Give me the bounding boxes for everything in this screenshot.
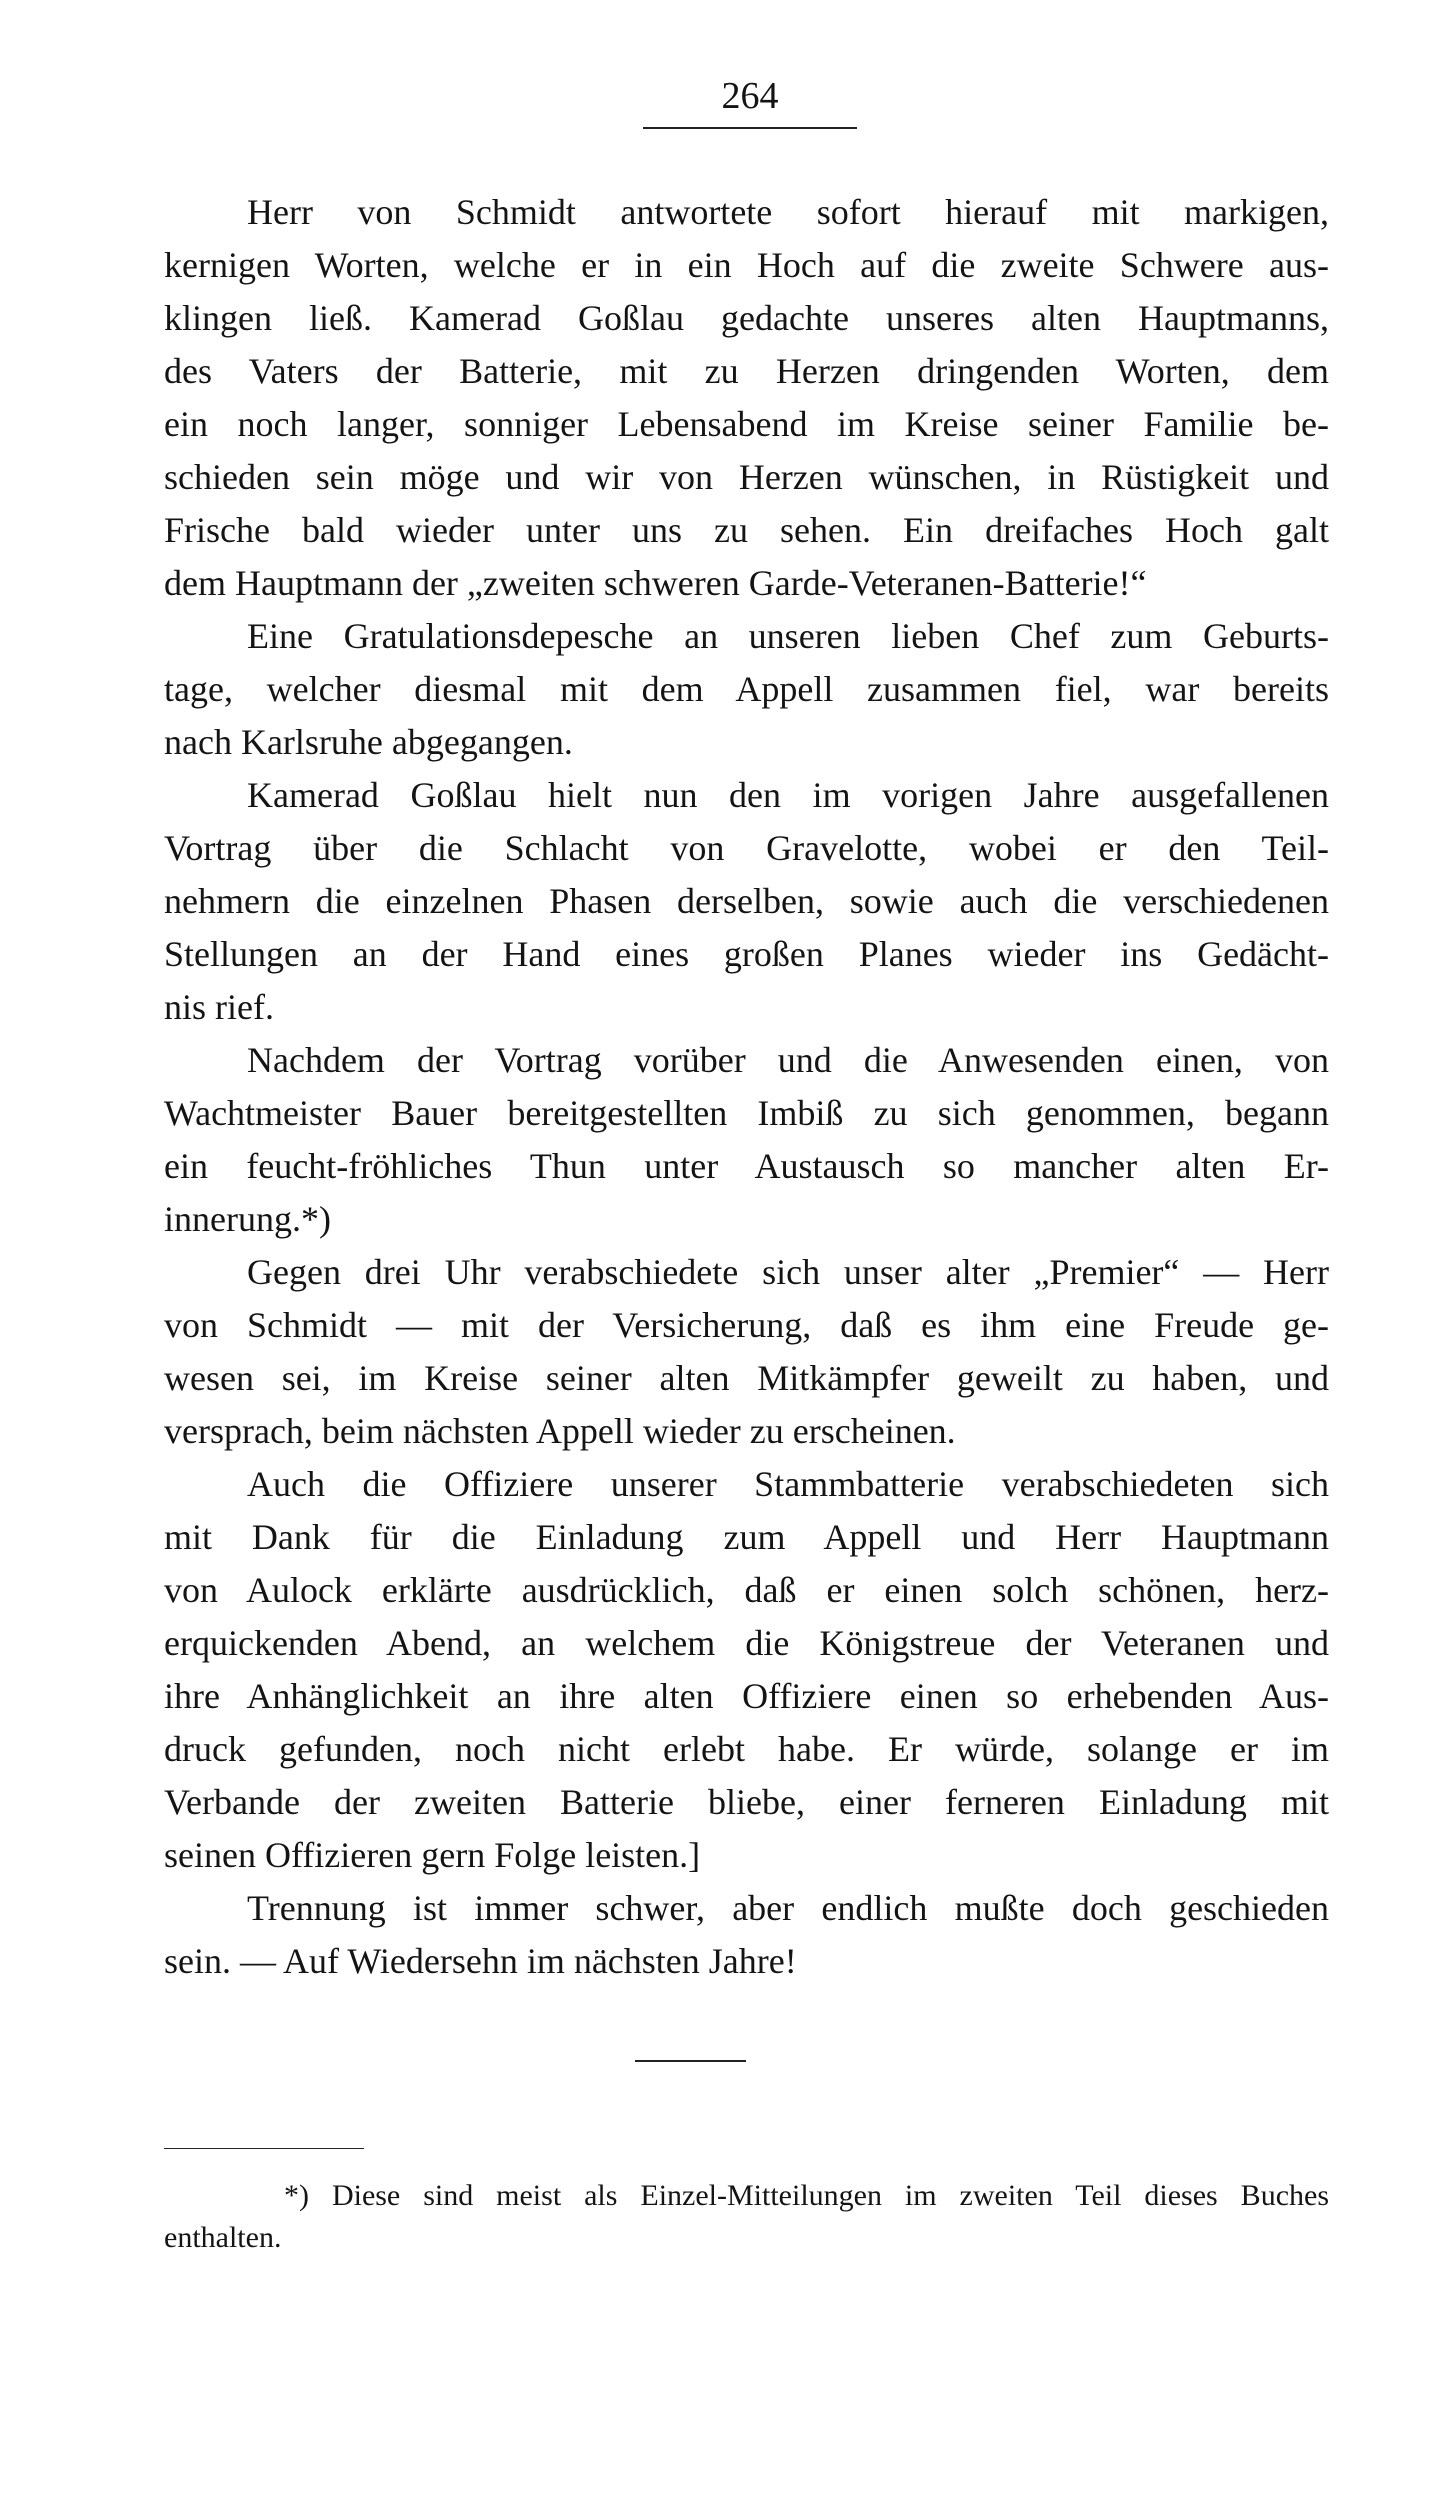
text-line: von Schmidt — mit der Versicherung, daß es ihm eine Freude ge- [164,1305,1329,1345]
text-line: dem Hauptmann der „zweiten schweren Garde-Veteranen-Batterie!“ [164,563,1147,603]
text-line: Vortrag über die Schlacht von Gravelotte, wobei er den Teil- [164,828,1329,868]
text-line: Nachdem der Vortrag vorüber und die Anwesenden einen, von [247,1040,1329,1080]
text-line: Trennung ist immer schwer, aber endlich mußte doch geschieden [247,1888,1329,1928]
text-line: Wachtmeister Bauer bereitgestellten Imbiß zu sich genommen, begann [164,1093,1329,1133]
text-line: ein feucht-fröhliches Thun unter Austausch so mancher alten Er- [164,1146,1329,1186]
text-line: ihre Anhänglichkeit an ihre alten Offiziere einen so erhebenden Aus- [164,1676,1329,1716]
text-line: erquickenden Abend, an welchem die Königstreue der Veteranen und [164,1623,1329,1663]
text-line: Stellungen an der Hand eines großen Planes wieder ins Gedächt- [164,934,1329,974]
text-line: Gegen drei Uhr verabschiedete sich unser alter „Premier“ — Herr [247,1252,1329,1292]
text-line: des Vaters der Batterie, mit zu Herzen dringenden Worten, dem [164,351,1329,391]
page-number: 264 [721,75,779,117]
text-line: nis rief. [164,987,274,1027]
text-line: Frische bald wieder unter uns zu sehen. Ein dreifaches Hoch galt [164,510,1329,550]
text-line: sein. — Auf Wiedersehn im nächsten Jahre! [164,1941,797,1981]
text-line: mit Dank für die Einladung zum Appell und Herr Hauptmann [164,1517,1329,1557]
text-line: Kamerad Goßlau hielt nun den im vorigen Jahre ausgefallenen [247,775,1329,815]
text-line: nehmern die einzelnen Phasen derselben, sowie auch die verschiedenen [164,881,1329,921]
text-line: schieden sein möge und wir von Herzen wünschen, in Rüstigkeit und [164,457,1329,497]
header-rule [643,127,857,129]
text-line: Auch die Offiziere unserer Stammbatterie verabschiedeten sich [247,1464,1329,1504]
text-line: druck gefunden, noch nicht erlebt habe. Er würde, solange er im [164,1729,1329,1769]
footnote-line: enthalten. [164,2221,282,2254]
text-line: Verbande der zweiten Batterie bliebe, einer ferneren Einladung mit [164,1782,1329,1822]
text-line: ein noch langer, sonniger Lebensabend im Kreise seiner Familie be- [164,404,1329,444]
footnote-line: *) Diese sind meist als Einzel-Mitteilungen im zweiten Teil dieses Buches [284,2179,1329,2212]
text-line: tage, welcher diesmal mit dem Appell zusammen fiel, war bereits [164,669,1329,709]
text-line: Eine Gratulationsdepesche an unseren lieben Chef zum Geburts- [247,616,1329,656]
text-line: innerung.*) [164,1199,331,1239]
text-line: seinen Offizieren gern Folge leisten.] [164,1835,701,1875]
text-line: nach Karlsruhe abgegangen. [164,722,573,762]
text-line: wesen sei, im Kreise seiner alten Mitkämpfer geweilt zu haben, und [164,1358,1329,1398]
text-line: Herr von Schmidt antwortete sofort hierauf mit markigen, [247,192,1329,232]
text-line: klingen ließ. Kamerad Goßlau gedachte unseres alten Hauptmanns, [164,298,1329,338]
text-line: von Aulock erklärte ausdrücklich, daß er einen solch schönen, herz- [164,1570,1329,1610]
text-line: versprach, beim nächsten Appell wieder zu erscheinen. [164,1411,956,1451]
text-line: kernigen Worten, welche er in ein Hoch auf die zweite Schwere aus- [164,245,1329,285]
footnote-rule [164,2148,364,2149]
end-rule [635,2060,746,2062]
